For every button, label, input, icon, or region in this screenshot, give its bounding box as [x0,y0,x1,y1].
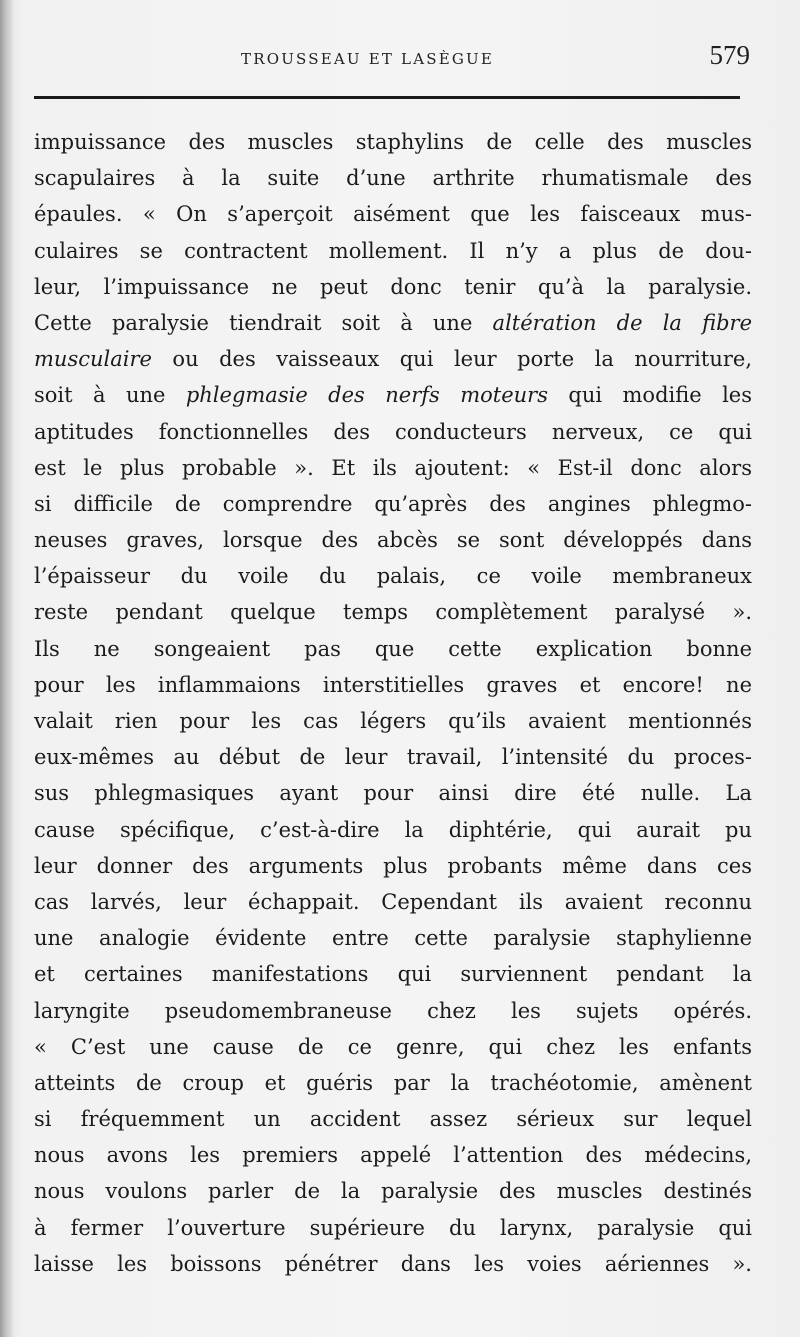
text-line [34,305,752,341]
text-line: impuissance des muscles staphylins de celle des muscles [34,130,752,154]
text-line: cause spécifique, c’est-à-dire la diphtérie, qui aurait pu [34,817,752,842]
page-header [34,40,750,80]
text-segment: Cette paralysie tiendrait soit à une [34,310,493,335]
text-line: aptitudes fonctionnelles des conducteurs nerveux, ce qui [34,419,752,444]
text-line: l’épaisseur du voile du palais, ce voile membraneux [34,564,752,589]
text-line: et certaines manifestations qui surviennent pendant la [34,962,752,987]
body-text [34,124,752,1282]
text-segment: qui modifie les [547,383,753,408]
text-line: « C’est une cause de ce genre, qui chez les enfants [34,1034,752,1059]
text-line: leur donner des arguments plus probants même dans ces [34,853,752,878]
text-line: est le plus probable ». Et ils ajoutent: « Est-il donc alors [34,455,752,480]
text-line: pour les inflammaions interstitielles graves et encore! ne [34,672,752,697]
text-line: à fermer l’ouverture supérieure du larynx, paralysie qui [34,1215,752,1240]
text-line: si difficile de comprendre qu’après des angines phlegmo- [34,491,752,516]
text-line: reste pendant quelque temps complètement paralysé ». [34,600,752,625]
text-line: Ils ne songeaient pas que cette explication bonne [34,636,752,661]
page-number: 579 [709,40,750,70]
text-line: atteints de croup et guéris par la trachéotomie, amènent [34,1070,752,1095]
text-line: leur, l’impuissance ne peut donc tenir qu’à la paralysie. [34,274,752,299]
text-line: culaires se contractent mollement. Il n’y a plus de dou- [34,238,752,263]
italic-phrase: altération de la fibre [492,310,752,335]
text-line: neuses graves, lorsque des abcès se sont développés dans [34,528,752,553]
text-line: eux-mêmes au début de leur travail, l’intensité du proces- [34,745,752,770]
text-line: nous voulons parler de la paralysie des muscles destinés [34,1179,752,1204]
text-segment: ou des vaisseaux qui leur porte la nourriture, [151,347,752,372]
text-line: une analogie évidente entre cette paralysie staphylienne [34,926,752,951]
text-line [34,377,752,413]
text-line: scapulaires à la suite d’une arthrite rhumatismale des [34,166,752,191]
text-line: valait rien pour les cas légers qu’ils avaient mentionnés [34,709,752,733]
text-segment: soit à une [34,383,186,408]
text-line: si fréquemment un accident assez sérieux sur lequel [34,1107,752,1132]
text-line: laryngite pseudomembraneuse chez les sujets opérés. [34,998,752,1023]
text-line: sus phlegmasiques ayant pour ainsi dire été nulle. La [34,781,752,806]
header-rule [34,96,740,99]
text-line: nous avons les premiers appelé l’attention des médecins, [34,1143,752,1168]
text-line: épaules. « On s’aperçoit aisément que les faisceaux mus- [34,202,752,227]
italic-phrase: phlegmasie des nerfs moteurs [185,383,548,408]
text-line: laisse les boissons pénétrer dans les voies aériennes ». [34,1251,752,1276]
italic-phrase: musculaire [34,347,152,372]
running-title: TROUSSEAU ET LASÈGUE [241,50,495,68]
text-line [34,341,752,377]
text-line: cas larvés, leur échappait. Cependant ils avaient reconnu [34,889,752,914]
binding-shadow [0,0,14,1337]
